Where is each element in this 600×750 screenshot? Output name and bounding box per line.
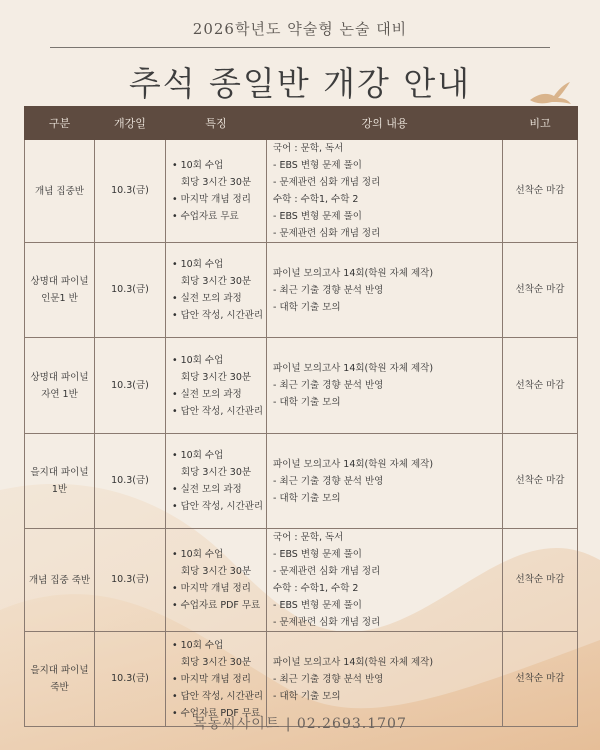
table-header-row — [25, 107, 578, 140]
table-row — [25, 243, 578, 338]
start-date-cell: 10.3(금) — [95, 140, 166, 243]
note-cell: 선착순 마감 — [503, 140, 578, 243]
features-line: • 답안 작성, 시간관리 — [172, 405, 264, 417]
lecture-content-cell — [267, 140, 503, 243]
category-cell — [25, 140, 95, 243]
features-line: 회당 3시간 30분 — [181, 371, 252, 383]
content-line: - 최근 기출 경향 분석 반영 — [273, 284, 384, 296]
features-cell — [166, 140, 267, 243]
category-cell — [25, 243, 95, 338]
content-line: - 최근 기출 경향 분석 반영 — [273, 380, 384, 391]
features-cell — [166, 434, 267, 529]
category-line: 개념 집중반 — [35, 185, 84, 197]
category-line: 을지대 파이널 — [30, 467, 89, 478]
content-line: - 문제관련 심화 개념 정리 — [273, 228, 381, 239]
features-line: 회당 3시간 30분 — [181, 656, 252, 668]
footer-contact: 목동씨사이트 | 02.2693.1707 — [193, 716, 407, 732]
category-cell — [25, 434, 95, 529]
features-line: • 마지막 개념 정리 — [172, 194, 251, 205]
schedule-table — [24, 106, 578, 727]
category-line: 상명대 파이널 — [30, 276, 89, 287]
features-line: • 수업자료 PDF 무료 — [172, 600, 261, 611]
features-line: • 수업자료 무료 — [172, 211, 239, 222]
start-date-cell: 10.3(금) — [95, 243, 166, 338]
features-line: • 실전 모의 과정 — [172, 293, 242, 304]
table-row — [25, 338, 578, 434]
table-row — [25, 529, 578, 632]
table-row — [25, 434, 578, 529]
page-title: 추석 종일반 개강 안내 — [128, 64, 472, 103]
features-line: 회당 3시간 30분 — [181, 177, 252, 188]
header-note: 비고 — [503, 107, 578, 140]
features-line: 회당 3시간 30분 — [181, 566, 252, 577]
features-line: 회당 3시간 30분 — [181, 276, 252, 287]
start-date-cell: 10.3(금) — [95, 632, 166, 727]
content-line: - 문제관련 심화 개념 정리 — [273, 617, 381, 628]
content-line: - 대학 기출 모의 — [273, 301, 341, 313]
start-date-cell: 10.3(금) — [95, 434, 166, 529]
content-line: 파이널 모의고사 14회(학원 자체 제작) — [273, 363, 434, 374]
category-line: 을지대 파이널 — [30, 665, 89, 676]
header-category: 구분 — [25, 107, 95, 140]
category-line: 상명대 파이널 — [30, 371, 89, 383]
features-line: • 10회 수업 — [172, 354, 224, 366]
features-line: • 답안 작성, 시간관리 — [172, 501, 264, 512]
content-line: - 최근 기출 경향 분석 반영 — [273, 475, 384, 487]
content-line: - 대학 기출 모의 — [273, 397, 341, 408]
content-line: - 최근 기출 경향 분석 반영 — [273, 673, 384, 685]
note-cell: 선착순 마감 — [503, 434, 578, 529]
features-line: • 10회 수업 — [172, 639, 224, 651]
content-line: - 문제관련 심화 개념 정리 — [273, 566, 381, 577]
note-cell: 선착순 마감 — [503, 632, 578, 727]
features-line: • 실전 모의 과정 — [172, 388, 242, 400]
content-line: - 대학 기출 모의 — [273, 690, 341, 702]
content-line: 국어 : 문학, 독서 — [273, 532, 344, 543]
category-line: 죽반 — [50, 682, 69, 693]
content-line: - EBS 변형 문제 풀이 — [273, 600, 362, 611]
category-cell — [25, 338, 95, 434]
category-line: 1반 — [51, 484, 68, 495]
content-line: - EBS 변형 문제 풀이 — [273, 549, 362, 560]
lecture-content-cell — [267, 243, 503, 338]
content-line: - EBS 변형 문제 풀이 — [273, 211, 362, 222]
features-line: • 답안 작성, 시간관리 — [172, 310, 264, 321]
category-line: 인문1 반 — [41, 293, 78, 304]
subtitle: 2026학년도 약술형 논술 대비 — [192, 20, 408, 38]
note-cell: 선착순 마감 — [503, 338, 578, 434]
start-date-cell: 10.3(금) — [95, 529, 166, 632]
features-line: • 10회 수업 — [172, 160, 224, 171]
header-start-date: 개강일 — [95, 107, 166, 140]
content-line: 파이널 모의고사 14회(학원 자체 제작) — [273, 458, 434, 470]
features-line: • 실전 모의 과정 — [172, 484, 242, 495]
header-lecture-content: 강의 내용 — [267, 107, 503, 140]
lecture-content-cell — [267, 529, 503, 632]
features-line: • 마지막 개념 정리 — [172, 583, 251, 594]
content-line: - 대학 기출 모의 — [273, 492, 341, 504]
header-features: 특징 — [166, 107, 267, 140]
title-divider — [50, 47, 550, 48]
features-line: • 10회 수업 — [172, 259, 224, 270]
features-line: • 10회 수업 — [172, 549, 224, 560]
features-line: • 답안 작성, 시간관리 — [172, 690, 264, 702]
features-line: • 수업자료 PDF 무료 — [172, 707, 261, 719]
category-line: 자연 1반 — [41, 388, 78, 400]
content-line: 국어 : 문학, 독서 — [273, 143, 344, 154]
features-cell — [166, 338, 267, 434]
bird-icon — [528, 80, 572, 108]
features-line: 회당 3시간 30분 — [181, 467, 252, 478]
lecture-content-cell — [267, 338, 503, 434]
content-line: - 문제관련 심화 개념 정리 — [273, 177, 381, 188]
features-cell — [166, 243, 267, 338]
note-cell: 선착순 마감 — [503, 529, 578, 632]
content-line: 파이널 모의고사 14회(학원 자체 제작) — [273, 656, 434, 668]
content-line: - EBS 변형 문제 풀이 — [273, 160, 362, 171]
content-line: 수학 : 수학1, 수학 2 — [273, 583, 359, 594]
table-row — [25, 140, 578, 243]
features-line: • 10회 수업 — [172, 450, 224, 461]
category-cell — [25, 529, 95, 632]
note-cell: 선착순 마감 — [503, 243, 578, 338]
content-line: 파이널 모의고사 14회(학원 자체 제작) — [273, 267, 434, 279]
content-line: 수학 : 수학1, 수학 2 — [273, 194, 359, 205]
lecture-content-cell — [267, 434, 503, 529]
category-line: 개념 집중 죽반 — [29, 574, 91, 586]
features-line: • 마지막 개념 정리 — [172, 673, 251, 685]
start-date-cell: 10.3(금) — [95, 338, 166, 434]
features-cell — [166, 529, 267, 632]
